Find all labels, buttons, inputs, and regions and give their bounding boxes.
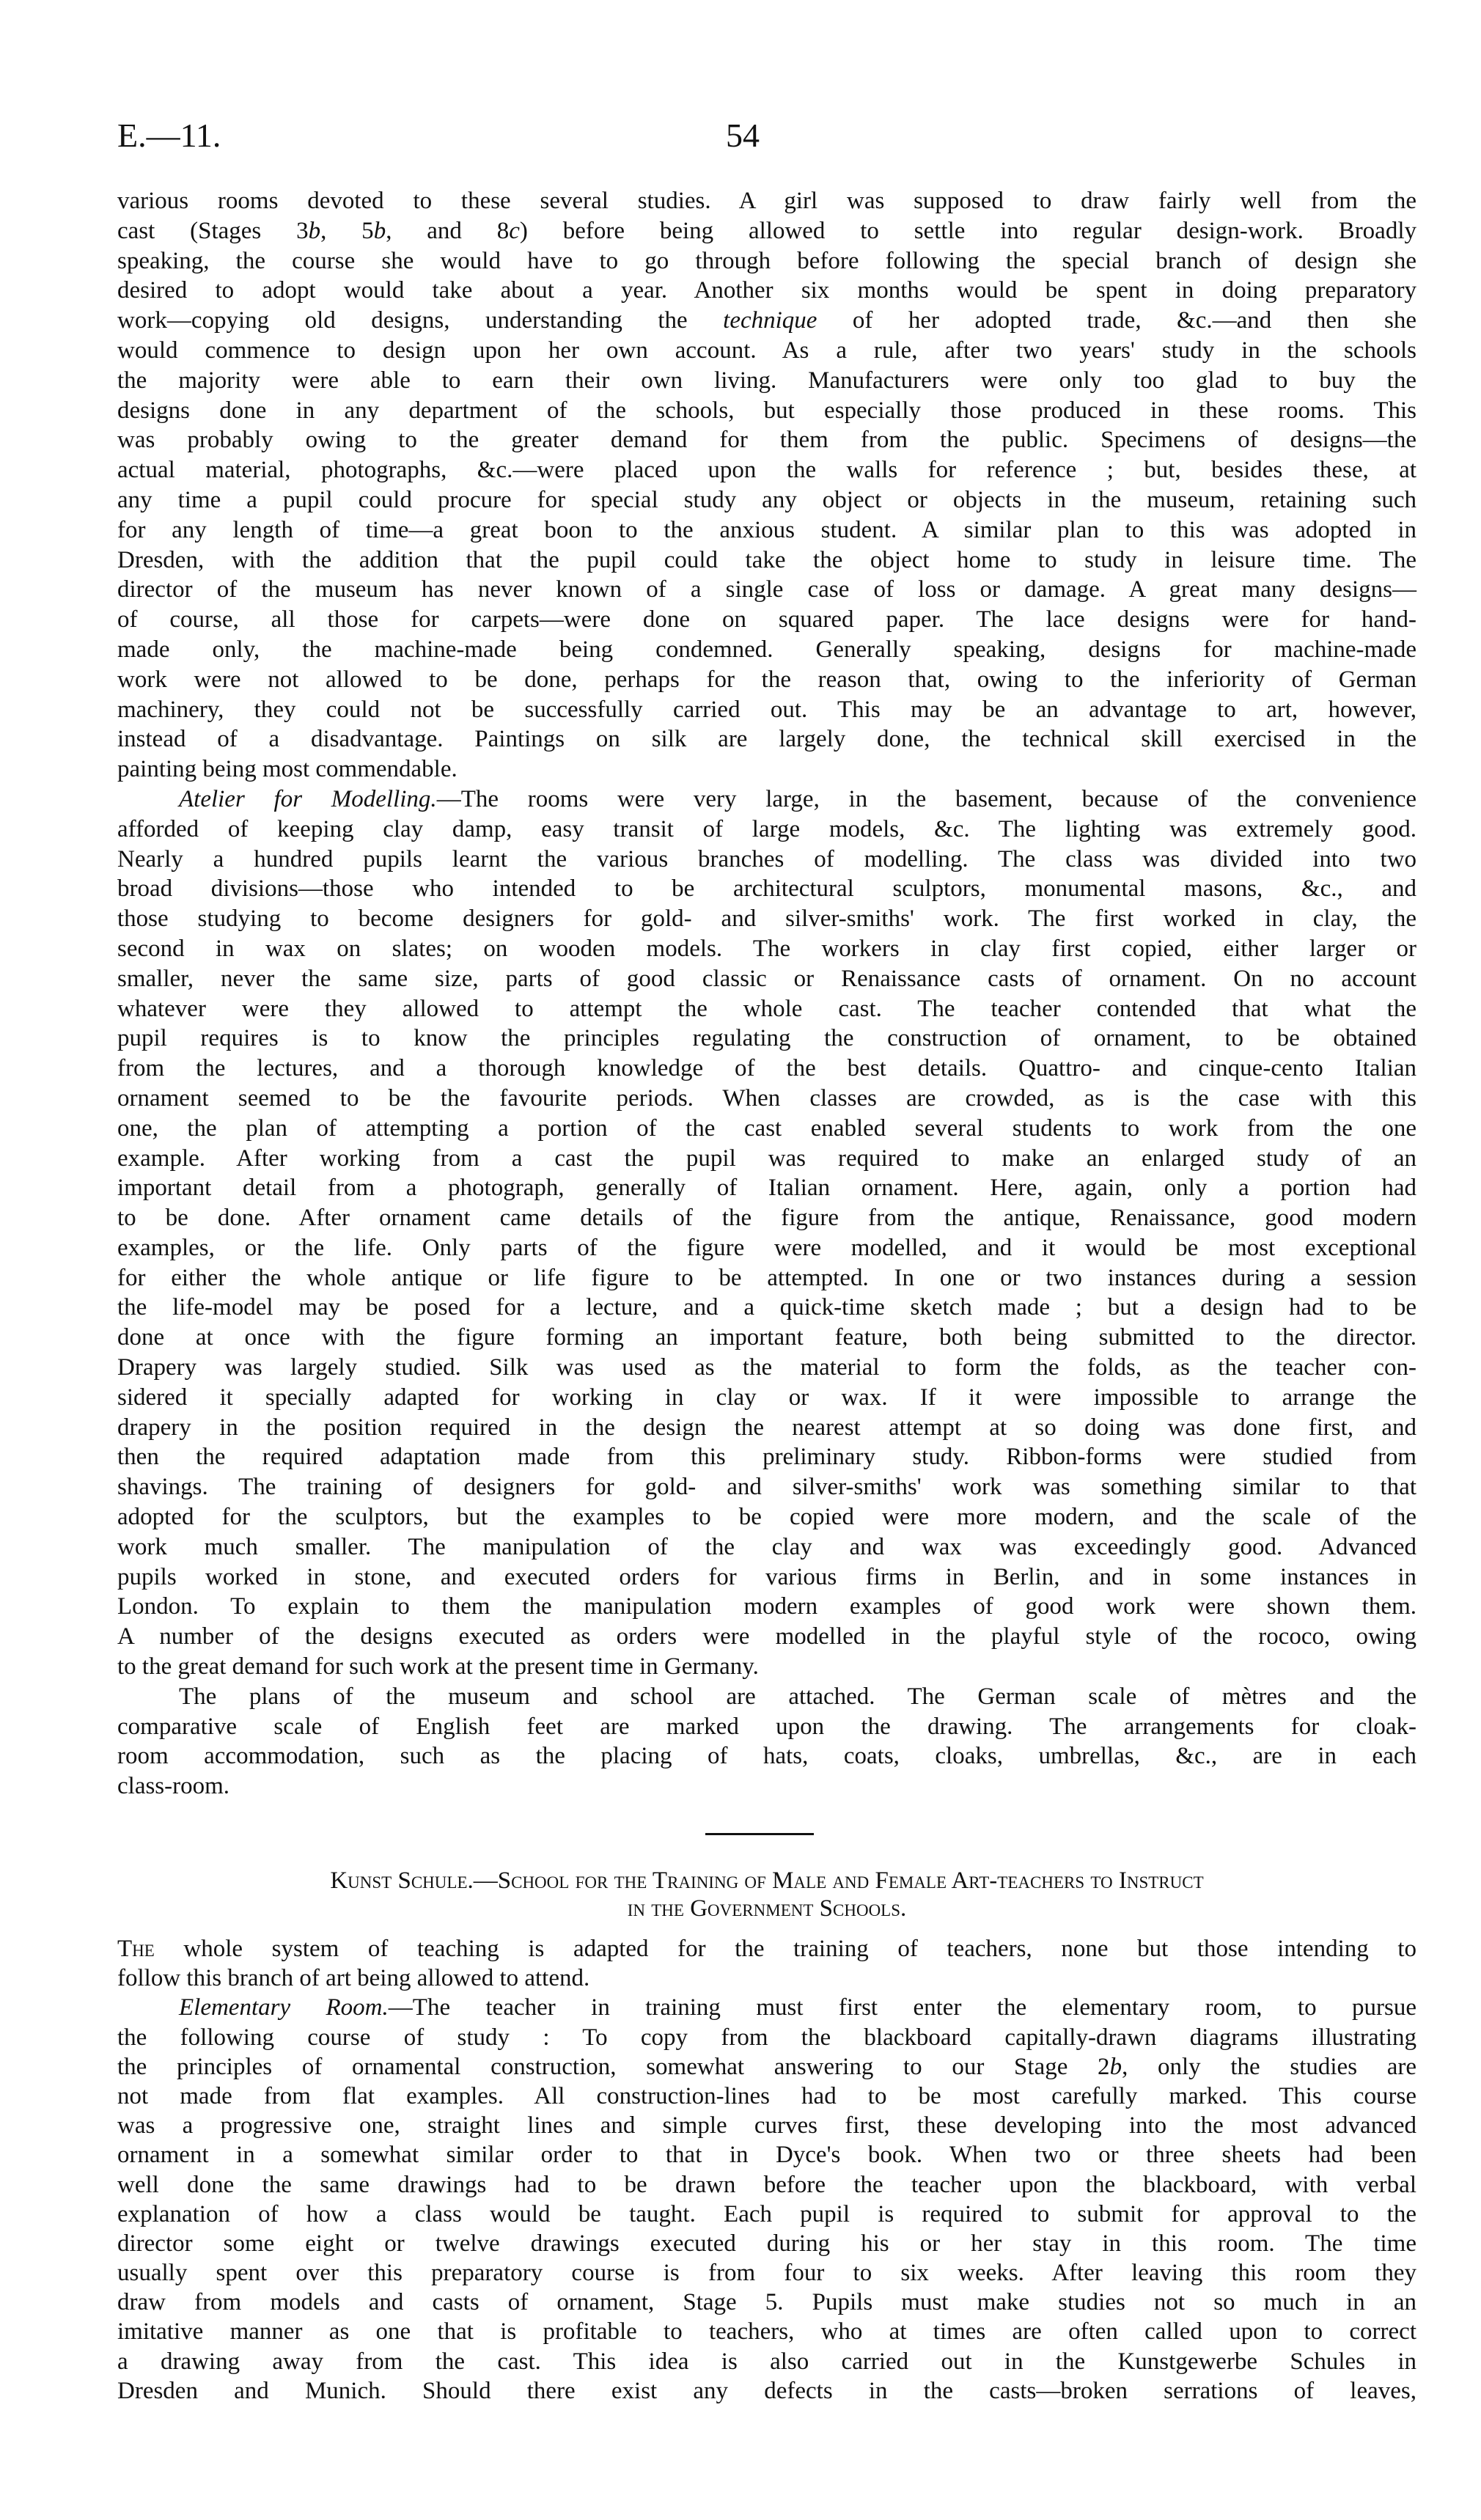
paragraph — [117, 1993, 1416, 2406]
text-line: comparative scale of English feet are marked upon the drawing. The arrangements for cloak- — [117, 1713, 1416, 1740]
text-line: instead of a disadvantage. Paintings on silk are largely done, the technical skill exercised in the — [117, 726, 1416, 753]
text-line: the principles of ornamental construction, somewhat answering to our Stage 2b, only the studies are — [117, 2053, 1417, 2080]
text-line: Drapery was largely studied. Silk was used as the material to form the folds, as the teacher con- — [117, 1354, 1416, 1381]
text-line: was probably owing to the greater demand for them from the public. Specimens of designs—the — [117, 427, 1416, 454]
text-line: not made from flat examples. All construction-lines had to be most carefully marked. This course — [117, 2082, 1416, 2109]
small-caps-text: The — [117, 1936, 155, 1962]
text-line: work much smaller. The manipulation of the clay and wax was exceedingly good. Advanced — [117, 1533, 1416, 1560]
text-line: room accommodation, such as the placing of hats, coats, cloaks, umbrellas, &c., are in each — [117, 1743, 1416, 1770]
italic-text: Atelier for Modelling. — [179, 785, 437, 812]
document-reference: E.—11. — [117, 117, 221, 154]
text-line: Atelier for Modelling.—The rooms were very large, in the basement, because of the convenience — [179, 785, 1416, 812]
text-line: pupil requires is to know the principles regulating the construction of ornament, to be obtained — [117, 1025, 1416, 1052]
text-line: afforded of keeping clay damp, easy transit of large models, &c. The lighting was extremely good. — [117, 815, 1416, 842]
section-heading-line-1: Kunst Schule.—School for the Training of Male and Female Art-teachers to Instruct — [330, 1867, 1204, 1894]
text-line: for any length of time—a great boon to the anxious student. A similar plan to this was adopted in — [117, 516, 1416, 543]
text-line: cast (Stages 3b, 5b, and 8c) before being allowed to settle into regular design-work. Broadly — [117, 217, 1416, 244]
text-line: imitative manner as one that is profitable to teachers, who at times are often called upon to correct — [117, 2318, 1416, 2345]
text-line: well done the same drawings had to be drawn before the teacher upon the blackboard, with verbal — [117, 2171, 1416, 2198]
text-line: A number of the designs executed as orders were modelled in the playful style of the rococo, owing — [117, 1623, 1416, 1650]
text-line: second in wax on slates; on wooden models. The workers in clay first copied, either larger or — [117, 935, 1416, 962]
text-line: drapery in the position required in the design the nearest attempt at so doing was done first, and — [117, 1414, 1416, 1441]
text-line: machinery, they could not be successfully carried out. This may be an advantage to art, however, — [117, 696, 1416, 723]
text-line: would commence to design upon her own account. As a rule, after two years' study in the schools — [117, 337, 1416, 364]
text-line: actual material, photographs, &c.—were placed upon the walls for reference ; but, besides these, at — [117, 457, 1416, 484]
text-line: of course, all those for carpets—were done on squared paper. The lace designs were for hand- — [117, 606, 1416, 633]
text-line: important detail from a photograph, generally of Italian ornament. Here, again, only a portion had — [117, 1175, 1416, 1202]
text-line: draw from models and casts of ornament, Stage 5. Pupils must make studies not so much in an — [117, 2289, 1416, 2316]
text-line: London. To explain to them the manipulation modern examples of good work were shown them. — [117, 1593, 1416, 1620]
text-line: Nearly a hundred pupils learnt the various branches of modelling. The class was divided into two — [117, 845, 1416, 873]
text-line: for either the whole antique or life figure to be attempted. In one or two instances during a session — [117, 1264, 1416, 1291]
text-line: class-room. — [117, 1773, 230, 1800]
text-line: done at once with the figure forming an important feature, both being submitted to the director. — [117, 1324, 1416, 1351]
text-line: sidered it specially adapted for working in clay or wax. If it were impossible to arrange the — [117, 1384, 1416, 1411]
body-text-lower — [117, 1934, 1416, 2406]
text-line: Dresden, with the addition that the pupil could take the object home to study in leisure time. The — [117, 546, 1416, 573]
text-line: a drawing away from the cast. This idea is also carried out in the Kunstgewerbe Schules in — [117, 2348, 1416, 2375]
text-line: work were not allowed to be done, perhaps for the reason that, owing to the inferiority of German — [117, 666, 1416, 693]
text-line: whatever were they allowed to attempt the whole cast. The teacher contended that what the — [117, 995, 1416, 1022]
text-line: the following course of study : To copy from the blackboard capitally-drawn diagrams illustrating — [117, 2024, 1416, 2051]
italic-text: Elementary Room. — [179, 1994, 389, 2021]
italic-text: b — [1109, 2053, 1122, 2080]
text-line: director of the museum has never known of a single case of loss or damage. A great many designs— — [117, 576, 1416, 603]
text-line: pupils worked in stone, and executed orders for various firms in Berlin, and in some instances in — [117, 1563, 1416, 1590]
paragraph — [117, 186, 1416, 785]
text-line: designs done in any department of the schools, but especially those produced in these rooms. This — [117, 397, 1416, 424]
text-line: to the great demand for such work at the present time in Germany. — [117, 1653, 759, 1680]
text-line: ornament seemed to be the favourite periods. When classes are crowded, as is the case with this — [117, 1084, 1416, 1112]
text-line: The whole system of teaching is adapted for the training of teachers, none but those intending to — [117, 1936, 1416, 1962]
italic-text: b — [373, 217, 386, 244]
text-line: the life-model may be posed for a lecture, and a quick-time sketch made ; but a design had to be — [117, 1294, 1416, 1321]
text-line: desired to adopt would take about a year. Another six months would be spent in doing preparatory — [117, 277, 1416, 304]
text-line: to be done. After ornament came details of the figure from the antique, Renaissance, good modern — [117, 1205, 1416, 1232]
text-line: explanation of how a class would be taught. Each pupil is required to submit for approval to the — [117, 2200, 1416, 2227]
text-line: Elementary Room.—The teacher in training must first enter the elementary room, to pursue — [179, 1994, 1416, 2021]
section-divider-rule — [705, 1833, 814, 1835]
text-line: The plans of the museum and school are attached. The German scale of mètres and the — [179, 1683, 1416, 1710]
text-line: usually spent over this preparatory course is from four to six weeks. After leaving this room they — [117, 2260, 1416, 2287]
text-line: any time a pupil could procure for special study any object or objects in the museum, retaining such — [117, 486, 1416, 513]
text-line: various rooms devoted to these several studies. A girl was supposed to draw fairly well from the — [117, 188, 1416, 214]
paragraph — [117, 785, 1416, 1682]
text-line: shavings. The training of designers for gold- and silver-smiths' work was something similar to that — [117, 1474, 1416, 1501]
section-heading-line-2: in the Government Schools. — [627, 1895, 907, 1922]
text-line: director some eight or twelve drawings executed during his or her stay in this room. The time — [117, 2230, 1416, 2257]
text-line: made only, the machine-made being condemned. Generally speaking, designs for machine-made — [117, 636, 1416, 663]
paragraph — [117, 1682, 1416, 1801]
text-line: adopted for the sculptors, but the examples to be copied were more modern, and the scale of the — [117, 1504, 1416, 1531]
text-line: follow this branch of art being allowed to attend. — [117, 1965, 590, 1992]
text-line: one, the plan of attempting a portion of the cast enabled several students to work from the one — [117, 1114, 1416, 1142]
text-line: speaking, the course she would have to go through before following the special branch of design she — [117, 247, 1416, 274]
paragraph — [117, 1934, 1416, 1993]
text-line: those studying to become designers for gold- and silver-smiths' work. The first worked in clay, the — [117, 905, 1416, 933]
text-line: the majority were able to earn their own living. Manufacturers were only too glad to buy the — [117, 367, 1416, 394]
italic-text: b — [308, 217, 321, 244]
italic-text: c — [509, 217, 520, 244]
body-text-upper — [117, 186, 1416, 1801]
section-heading — [117, 1867, 1416, 1922]
text-line: smaller, never the same size, parts of good classic or Renaissance casts of ornament. On no account — [117, 965, 1416, 992]
text-line: Dresden and Munich. Should there exist any defects in the casts—broken serrations of leaves, — [117, 2377, 1416, 2404]
text-line: from the lectures, and a thorough knowledge of the best details. Quattro- and cinque-cento Italian — [117, 1055, 1416, 1082]
text-line: then the required adaptation made from this preliminary study. Ribbon-forms were studied from — [117, 1444, 1416, 1471]
text-line: examples, or the life. Only parts of the figure were modelled, and it would be most exceptional — [117, 1234, 1416, 1261]
text-line: example. After working from a cast the pupil was required to make an enlarged study of an — [117, 1145, 1416, 1172]
text-line: work—copying old designs, understanding the technique of her adopted trade, &c.—and then she — [117, 307, 1416, 334]
text-line: painting being most commendable. — [117, 756, 457, 783]
italic-text: technique — [723, 307, 817, 334]
text-line: broad divisions—those who intended to be architectural sculptors, monumental masons, &c., and — [117, 875, 1416, 903]
text-line: was a progressive one, straight lines and simple curves first, these developing into the most advanced — [117, 2112, 1416, 2139]
page-number: 54 — [726, 117, 760, 154]
text-line: ornament in a somewhat similar order to that in Dyce's book. When two or three sheets had been — [117, 2142, 1416, 2169]
